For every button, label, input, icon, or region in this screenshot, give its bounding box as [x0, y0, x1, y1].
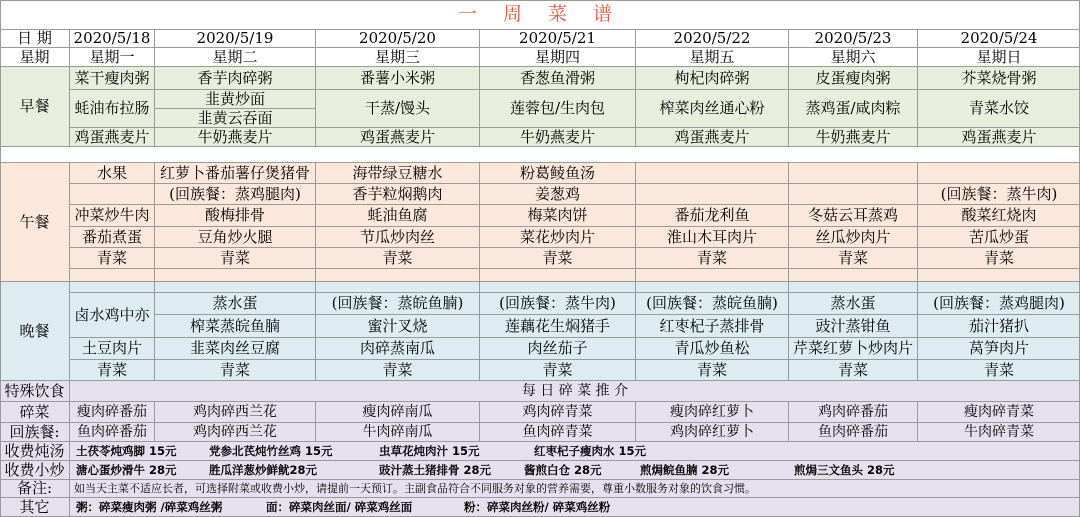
lunch-dish: 青菜 [918, 248, 1080, 269]
dinner-dish: (回族餐：蒸皖鱼腩) [316, 293, 480, 315]
breakfast-dish: 牛奶燕麦片 [155, 128, 316, 147]
weekday-cell: 星期二 [155, 48, 316, 67]
lunch-dish: (回族餐：蒸鸡腿肉) [155, 184, 316, 205]
lunch-dish: 青菜 [636, 248, 789, 269]
minced-dish: 瘦肉碎南瓜 [316, 402, 480, 423]
paid-stew: 虫草花炖肉汁 15元 [379, 443, 480, 458]
lunch-dish [636, 184, 789, 205]
paid-stew: 红枣杞子瘦肉水 15元 [534, 443, 647, 458]
dinner-dish: 青菜 [636, 360, 789, 381]
hui-dish: 牛肉碎青菜 [918, 423, 1080, 442]
empty-cell [789, 282, 918, 293]
date-cell: 2020/5/23 [789, 30, 918, 48]
empty-cell [155, 269, 316, 282]
empty-cell [636, 269, 789, 282]
dinner-dish: 莴笋肉片 [918, 338, 1080, 360]
dinner-dish: 青菜 [918, 360, 1080, 381]
special-diet-label: 特殊饮食 [0, 381, 70, 402]
notes-text: 如当天主菜不适应长者，可选择附菜或收费小炒，请提前一天预订。主副食品符合不同服务对象的营养需要，尊重小数服务对象的饮食习惯。 [70, 480, 1080, 498]
dinner-dish: 青菜 [480, 360, 636, 381]
dinner-dish: 蒸水蛋 [155, 293, 316, 315]
dinner-dish: (回族餐：蒸牛肉) [480, 293, 636, 315]
lunch-dish: 青菜 [789, 248, 918, 269]
weekday-cell: 星期四 [480, 48, 636, 67]
spacer-row [0, 147, 1080, 163]
dinner-dish: 土豆肉片 [70, 338, 155, 360]
lunch-dish: 节瓜炒肉丝 [316, 227, 480, 248]
lunch-dish [70, 184, 155, 205]
lunch-dish: 豆角炒火腿 [155, 227, 316, 248]
paid-stirfry: 胜瓜洋葱炒鲜鱿28元 [209, 462, 318, 477]
weekday-label: 星期 [0, 48, 70, 67]
dinner-dish: 榨菜蒸皖鱼腩 [155, 315, 316, 338]
menu-title: 一 周 菜 谱 [0, 0, 1080, 30]
date-label: 日 期 [0, 30, 70, 48]
dinner-dish: 青瓜炒鱼松 [636, 338, 789, 360]
breakfast-dish: 鸡蛋燕麦片 [636, 128, 789, 147]
dinner-dish: 红枣杞子蒸排骨 [636, 315, 789, 338]
hui-dish: 鱼肉碎番茄 [70, 423, 155, 442]
lunch-soup: 粉葛鲮鱼汤 [480, 163, 636, 184]
lunch-soup [789, 163, 918, 184]
breakfast-dish: 枸杞肉碎粥 [636, 67, 789, 90]
lunch-dish: 冬菇云耳蒸鸡 [789, 205, 918, 227]
lunch-dish: 冲菜炒牛肉 [70, 205, 155, 227]
lunch-dish: 青菜 [155, 248, 316, 269]
breakfast-dish: 蚝油布拉肠 [70, 90, 155, 128]
breakfast-dish: 干蒸/馒头 [316, 90, 480, 128]
weekday-cell: 星期一 [70, 48, 155, 67]
dinner-dish: 蜜汁叉烧 [316, 315, 480, 338]
minced-dish: 鸡肉碎番茄 [789, 402, 918, 423]
weekday-cell: 星期五 [636, 48, 789, 67]
dinner-dish: (回族餐：蒸鸡腿肉) [918, 293, 1080, 315]
minced-dish: 瘦肉碎红萝卜 [636, 402, 789, 423]
paid-stirfry: 酱煎白仓 28元 [524, 462, 602, 477]
weekday-cell: 星期三 [316, 48, 480, 67]
dinner-dish: (回族餐：蒸皖鱼腩) [636, 293, 789, 315]
empty-cell [316, 269, 480, 282]
other-option: 面：碎菜肉丝面/ 碎菜鸡丝面 [266, 499, 413, 514]
lunch-dish: 香芋粒焖鹅肉 [316, 184, 480, 205]
breakfast-dish: 芥菜烧骨粥 [918, 67, 1080, 90]
other-option: 粥：碎菜瘦肉粥 /碎菜鸡丝粥 [76, 499, 223, 514]
lunch-soup [918, 163, 1080, 184]
lunch-dish: 青菜 [70, 248, 155, 269]
date-cell: 2020/5/19 [155, 30, 316, 48]
dinner-dish: 青菜 [789, 360, 918, 381]
minced-dish: 瘦肉碎番茄 [70, 402, 155, 423]
breakfast-dish: 蒸鸡蛋/咸肉粽 [789, 90, 918, 128]
lunch-label: 午餐 [0, 163, 70, 282]
daily-minced-recommend-title: 每 日 碎 菜 推 介 [70, 381, 1080, 402]
paid-stew: 党参北芪炖竹丝鸡 15元 [209, 443, 333, 458]
lunch-dish: 青菜 [480, 248, 636, 269]
dinner-dish: 青菜 [316, 360, 480, 381]
dinner-dish: 韭菜肉丝豆腐 [155, 338, 316, 360]
minced-label: 碎菜 [0, 402, 70, 423]
lunch-dish: 酸梅排骨 [155, 205, 316, 227]
breakfast-dish: 莲蓉包/生肉包 [480, 90, 636, 128]
breakfast-dish: 鸡蛋燕麦片 [70, 128, 155, 147]
breakfast-dish: 皮蛋瘦肉粥 [789, 67, 918, 90]
other-option: 粉：碎菜肉丝粉/ 碎菜鸡丝粉 [464, 499, 611, 514]
paid-stirfry: 溏心蛋炒滑牛 28元 [76, 462, 177, 477]
lunch-soup: 红萝卜番茄薯仔煲猪骨 [155, 163, 316, 184]
weekday-cell: 星期六 [789, 48, 918, 67]
notes-label: 备注: [0, 480, 70, 498]
lunch-dish: 姜葱鸡 [480, 184, 636, 205]
other-label: 其它 [0, 498, 70, 517]
breakfast-dish: 番薯小米粥 [316, 67, 480, 90]
breakfast-dish: 榨菜肉丝通心粉 [636, 90, 789, 128]
empty-cell [155, 282, 316, 293]
empty-cell [480, 282, 636, 293]
hui-label: 回族餐: [0, 423, 70, 442]
dinner-dish: 青菜 [70, 360, 155, 381]
lunch-dish: 青菜 [316, 248, 480, 269]
empty-cell [636, 282, 789, 293]
empty-cell [70, 269, 155, 282]
lunch-dish: 苦瓜炒蛋 [918, 227, 1080, 248]
breakfast-dish: 鸡蛋燕麦片 [316, 128, 480, 147]
dinner-dish: 茄汁猪扒 [918, 315, 1080, 338]
paid-stirfry: 煎焗三文鱼头 28元 [794, 462, 895, 477]
stew-label: 收费炖汤 [0, 442, 70, 461]
breakfast-dish: 牛奶燕麦片 [789, 128, 918, 147]
lunch-dish: 梅菜肉饼 [480, 205, 636, 227]
weekday-cell: 星期日 [918, 48, 1080, 67]
dinner-dish: 豉汁蒸钳鱼 [789, 315, 918, 338]
dinner-dish: 蒸水蛋 [789, 293, 918, 315]
lunch-dish: 番茄龙利鱼 [636, 205, 789, 227]
hui-dish: 鱼肉碎青菜 [480, 423, 636, 442]
dinner-dish: 青菜 [155, 360, 316, 381]
dinner-dish: 莲藕花生焖猪手 [480, 315, 636, 338]
hui-dish: 鸡肉碎西兰花 [155, 423, 316, 442]
empty-cell [918, 269, 1080, 282]
empty-cell [70, 282, 155, 293]
breakfast-dish: 鸡蛋燕麦片 [918, 128, 1080, 147]
stirfry-label: 收费小炒 [0, 461, 70, 480]
lunch-dish: 酸菜红烧肉 [918, 205, 1080, 227]
hui-dish: 鸡肉碎红萝卜 [636, 423, 789, 442]
lunch-dish: (回族餐：蒸牛肉) [918, 184, 1080, 205]
dinner-label: 晚餐 [0, 282, 70, 381]
date-cell: 2020/5/18 [70, 30, 155, 48]
empty-cell [316, 282, 480, 293]
empty-cell [789, 269, 918, 282]
date-cell: 2020/5/20 [316, 30, 480, 48]
paid-stirfry: 煎焗鲩鱼腩 28元 [640, 462, 730, 477]
date-cell: 2020/5/22 [636, 30, 789, 48]
lunch-dish: 蚝油鱼腐 [316, 205, 480, 227]
empty-cell [918, 282, 1080, 293]
hui-dish: 牛肉碎南瓜 [316, 423, 480, 442]
breakfast-dish: 韭黄云吞面 [155, 109, 316, 128]
dinner-dish: 芹菜红萝卜炒肉片 [789, 338, 918, 360]
breakfast-label: 早餐 [0, 67, 70, 147]
breakfast-dish: 牛奶燕麦片 [480, 128, 636, 147]
empty-cell [480, 269, 636, 282]
lunch-dish [789, 184, 918, 205]
hui-dish: 鱼肉碎番茄 [789, 423, 918, 442]
minced-dish: 鸡肉碎青菜 [480, 402, 636, 423]
dinner-dish: 卤水鸡中亦 [70, 293, 155, 338]
dinner-dish: 肉碎蒸南瓜 [316, 338, 480, 360]
paid-stirfry: 豉汁蒸土猪排骨 28元 [379, 462, 492, 477]
fruit-label: 水果 [70, 163, 155, 184]
lunch-soup [636, 163, 789, 184]
lunch-dish: 丝瓜炒肉片 [789, 227, 918, 248]
paid-stew: 土茯苓炖鸡脚 15元 [76, 443, 177, 458]
breakfast-dish: 香葱鱼滑粥 [480, 67, 636, 90]
breakfast-dish: 菜干瘦肉粥 [70, 67, 155, 90]
lunch-dish: 番茄煮蛋 [70, 227, 155, 248]
lunch-dish: 淮山木耳肉片 [636, 227, 789, 248]
lunch-soup: 海带绿豆糖水 [316, 163, 480, 184]
minced-dish: 鸡肉碎西兰花 [155, 402, 316, 423]
date-cell: 2020/5/24 [918, 30, 1080, 48]
breakfast-dish: 青菜水饺 [918, 90, 1080, 128]
breakfast-dish: 韭黄炒面 [155, 90, 316, 109]
lunch-dish: 菜花炒肉片 [480, 227, 636, 248]
dinner-dish: 肉丝茄子 [480, 338, 636, 360]
breakfast-dish: 香芋肉碎粥 [155, 67, 316, 90]
minced-dish: 瘦肉碎青菜 [918, 402, 1080, 423]
date-cell: 2020/5/21 [480, 30, 636, 48]
